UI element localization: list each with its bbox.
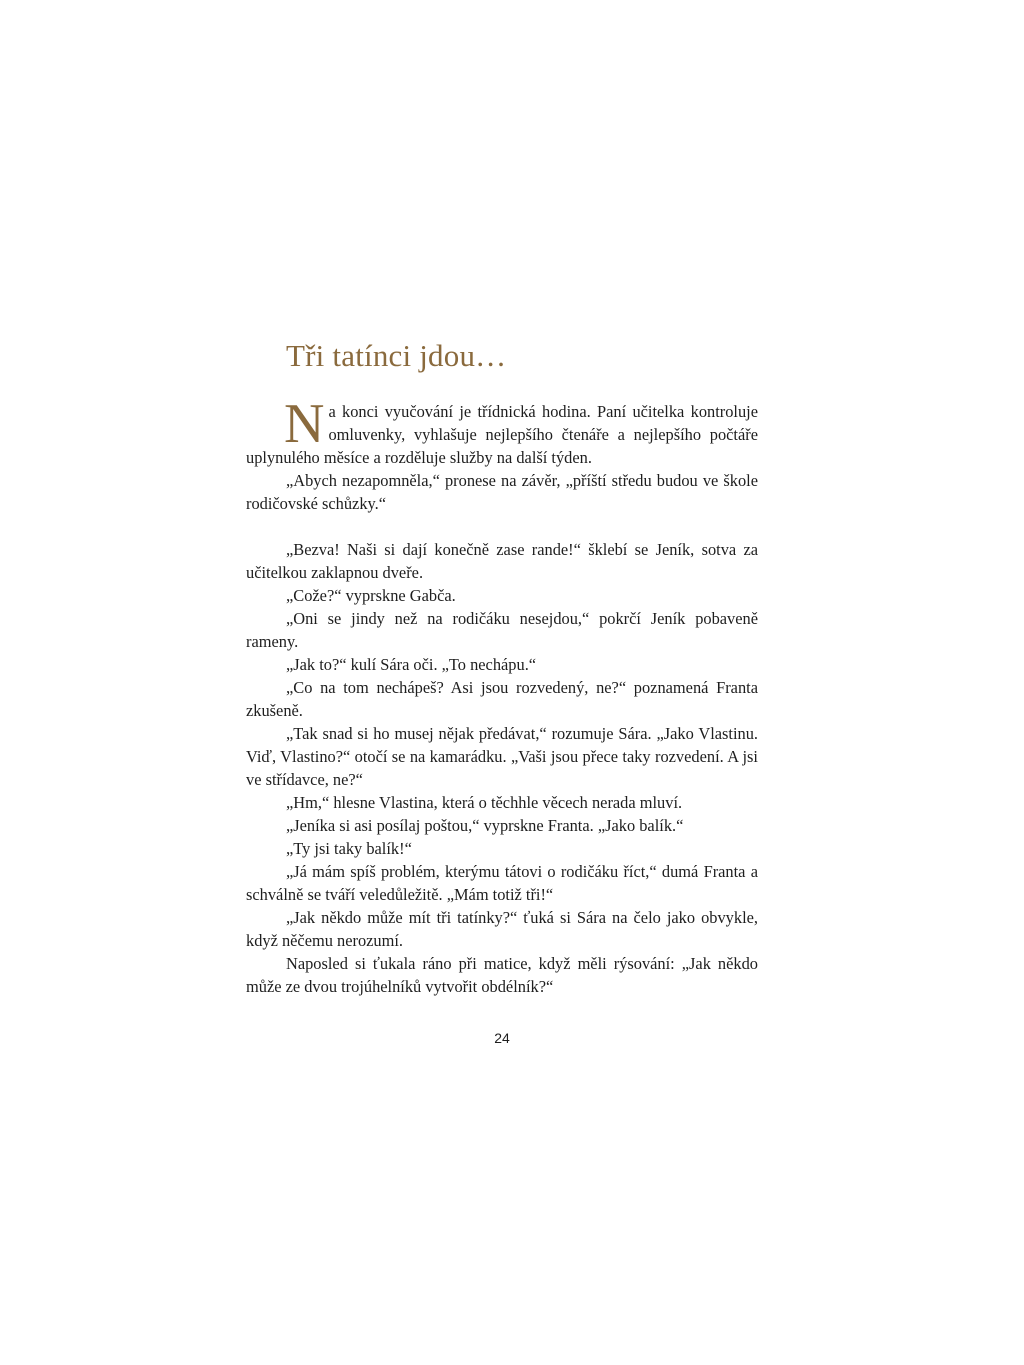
- paragraph: „Oni se jindy než na rodičáku nesejdou,“ pokrčí Jeník pobaveně rameny.: [246, 609, 758, 651]
- paragraph: „Tak snad si ho musej nějak předávat,“ rozumuje Sára. „Jako Vlastinu. Viď, Vlastino?“ otočí se na kamarádku. „Vaši jsou přece taky rozvedení. A jsi ve střídavce, ne?“: [246, 724, 758, 789]
- paragraph: „Jak to?“ kulí Sára oči. „To nechápu.“: [286, 655, 537, 674]
- drop-cap: N: [284, 393, 325, 455]
- paragraph: „Bezva! Naši si dají konečně zase rande!“ šklebí se Jeník, sotva za učitelkou zaklapnou dveře.: [246, 540, 758, 582]
- paragraph: „Jak někdo může mít tři tatínky?“ ťuká si Sára na čelo jako obvykle, když něčemu nerozumí.: [246, 908, 758, 950]
- paragraph: Naposled si ťukala ráno při matice, když měli rýsování: „Jak někdo může ze dvou trojúhelníků vytvořit obdélník?“: [246, 954, 758, 996]
- paragraph: „Já mám spíš problém, kterýmu tátovi o rodičáku říct,“ dumá Franta a schválně se tváří veledůležitě. „Mám totiž tři!“: [246, 862, 758, 904]
- page-number: 24: [494, 1030, 510, 1046]
- paragraph: „Jeníka si asi posílaj poštou,“ vyprskne Franta. „Jako balík.“: [286, 816, 684, 835]
- paragraph: „Cože?“ vyprskne Gabča.: [286, 586, 456, 605]
- paragraph: „Ty jsi taky balík!“: [286, 839, 412, 858]
- paragraph-text: a konci vyučování je třídnická hodina. Paní učitelka kontroluje omluvenky, vyhlašuje nejlepšího čtenáře a nejlepšího počtáře uplynulého měsíce a rozděluje služby na další týden.: [246, 402, 758, 467]
- chapter-text: [246, 393, 758, 998]
- book-page: [246, 0, 758, 1365]
- chapter-title: Tři tatínci jdou…: [286, 338, 507, 373]
- paragraph: „Abych nezapomněla,“ pronese na závěr, „příští středu budou ve škole rodičovské schůzky.“: [246, 471, 758, 513]
- paragraph: „Hm,“ hlesne Vlastina, která o těchhle věcech nerada mluví.: [286, 793, 683, 812]
- paragraph: „Co na tom nechápeš? Asi jsou rozvedený, ne?“ poznamená Franta zkušeně.: [246, 678, 758, 720]
- paragraph: [246, 393, 758, 469]
